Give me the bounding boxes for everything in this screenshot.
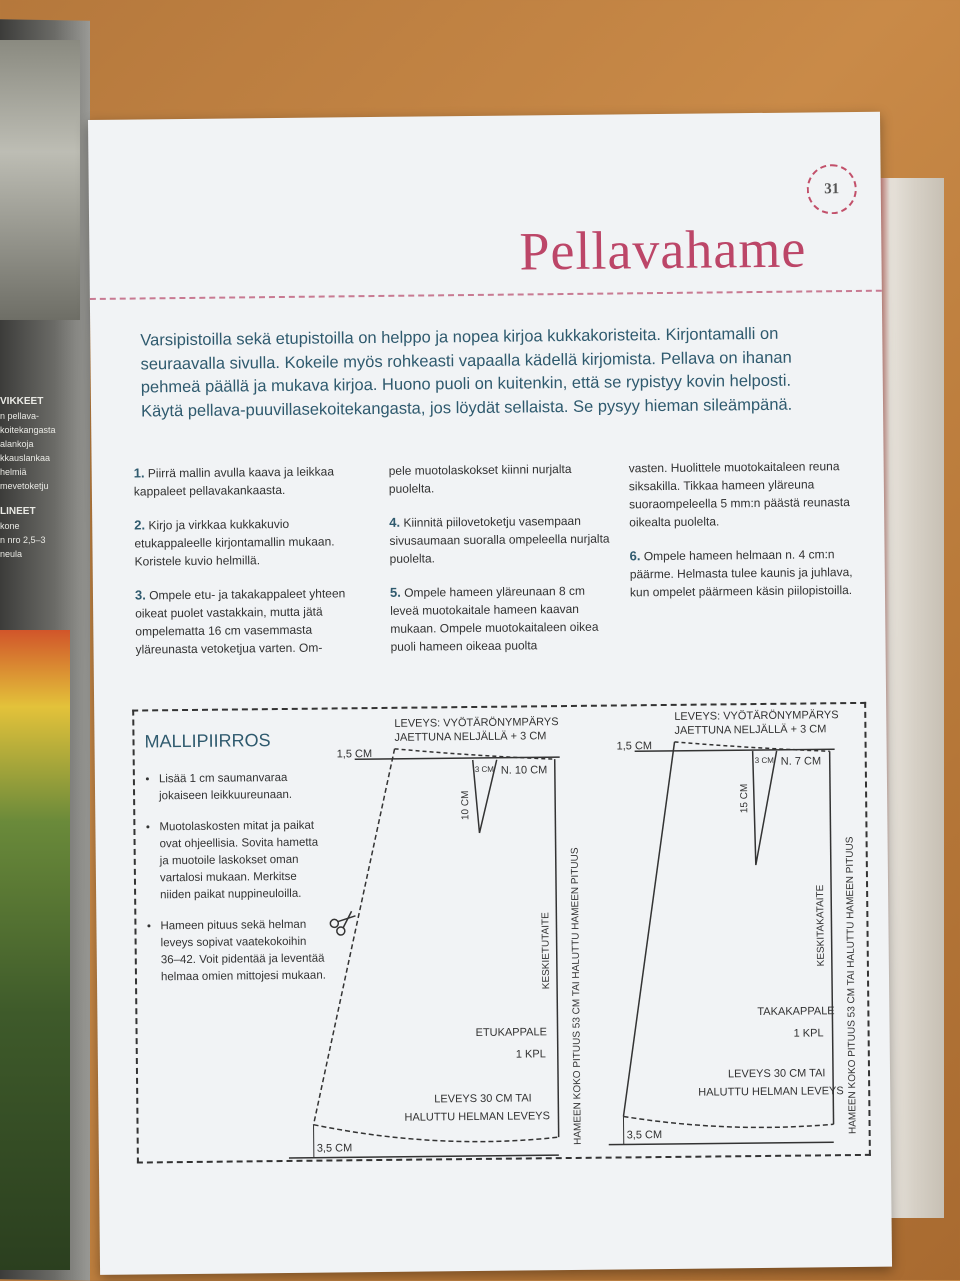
front-dart-position: N. 10 CM	[501, 764, 548, 776]
front-bottom-corner: 3,5 CM	[317, 1142, 353, 1154]
step	[630, 545, 856, 601]
front-hem-label-1: LEVEYS 30 CM TAI	[434, 1092, 532, 1105]
back-width-label-2: JAETTUNA NELJÄLLÄ + 3 CM	[674, 723, 826, 737]
left-line: mevetoketju	[0, 479, 70, 493]
front-piece-count: 1 KPL	[516, 1048, 546, 1060]
pattern-note: • Lisää 1 cm saumanvaraa jokaiseen leikkuureunaan.	[159, 770, 324, 806]
left-line: neula	[0, 547, 70, 561]
left-heading-1: VIKKEET	[0, 395, 70, 409]
step-text: Ompele hameen helmaan n. 4 cm:n päärme. Helmasta tulee kaunis ja juhlava, kun ompelet päärmeen käsin piilopistoilla.	[630, 547, 853, 599]
step	[629, 457, 855, 531]
step-text: Ompele etu- ja takakappaleet yhteen oikeat puolet vastakkain, mutta jätä ompelematta 16 cm vasemmasta yläreunasta vetoketjua varten. Om-	[135, 586, 345, 656]
step-number: 2.	[134, 517, 145, 532]
front-center-fold	[555, 759, 559, 1137]
pattern-note: • Muotolaskosten mitat ja paikat ovat ohjeellisia. Sovita hametta ja muotoile laskokset oman vartalosi mukaan. Merkitse niiden paikat nuppineuloilla.	[159, 818, 325, 905]
front-hem-baseline	[289, 1155, 559, 1158]
back-corner-label: 1,5 CM	[617, 740, 653, 752]
left-page-flower-photo	[0, 630, 70, 1270]
front-piece-name: ETUKAPPALE	[476, 1026, 547, 1039]
step-number: 4.	[389, 515, 400, 530]
back-width-label-1: LEVEYS: VYÖTÄRÖNYMPÄRYS	[674, 709, 838, 723]
instructions-column-2	[389, 460, 616, 672]
step-text: Kirjo ja virkkaa kukkakuvio etukappaleelle kirjontamallin mukaan. Koristele kuvio helmillä.	[134, 517, 334, 569]
step	[390, 582, 616, 656]
pattern-box	[132, 702, 871, 1164]
back-piece	[604, 709, 859, 1145]
back-length-label: HAMEEN KOKO PITUUS 53 CM TAI HALUTTU HAMEEN PITUUS	[845, 836, 859, 1134]
front-piece	[284, 716, 584, 1158]
back-bottom-corner: 3,5 CM	[627, 1129, 663, 1141]
pattern-note: • Hameen pituus sekä helman leveys sopivat vaatekokoihin 36–42. Voit pidentää ja leventää helmaa omien mittojesi mukaan.	[160, 917, 326, 987]
front-hem-label-2: HALUTTU HELMAN LEVEYS	[404, 1110, 550, 1124]
step	[135, 584, 361, 658]
left-line: n pellava-	[0, 409, 70, 423]
step-text: pele muotolaskokset kiinni nurjalta puolelta.	[389, 462, 572, 496]
back-hem-label-1: LEVEYS 30 CM TAI	[728, 1067, 826, 1080]
page-title: Pellavahame	[519, 217, 807, 282]
step	[389, 460, 614, 498]
pattern-diagram	[284, 704, 869, 1160]
back-center-label: KESKITAKATAITE	[815, 884, 827, 966]
back-dart-position: N. 7 CM	[781, 755, 821, 767]
intro-paragraph: Varsipistoilla sekä etupistoilla on helppo ja nopea kirjoa kukkakoristeita. Kirjontamalli on seuraavalla sivulla. Kokeile myös rohkeasti vapaalla kädellä kirjomista. Pellava on ihanan pehmeä päällä ja mukava kirjoa. Huono puoli on kuitenkin, että se rypistyy kovin helposti. Käytä pellava-puuvillasekoitekangasta, jos löydät sellaista. Se pysyy hieman sileämpänä.	[140, 322, 831, 423]
step-number: 3.	[135, 587, 146, 602]
step-text: vasten. Huolittele muotokaitaleen reuna siksakilla. Tikkaa hameen yläreuna suoraompeleella 5 mm:n päästä reunasta oikealta puolelta.	[629, 459, 850, 529]
back-hem-baseline	[609, 1142, 834, 1144]
back-dart-width: 3 CM	[755, 756, 775, 765]
front-side-seam	[310, 749, 399, 1125]
title-divider	[90, 290, 882, 300]
step	[389, 512, 615, 568]
step-text: Piirrä mallin avulla kaava ja leikkaa kappaleet pellavakankaasta.	[134, 464, 334, 498]
back-dart	[753, 751, 778, 865]
step-text: Kiinnitä piilovetoketju vasempaan sivusaumaan suoralla ompeleella nurjalta puolelta.	[389, 514, 609, 566]
back-waist-baseline	[635, 749, 835, 751]
front-dart-length: 10 CM	[460, 791, 471, 821]
back-hem-label-2: HALUTTU HELMAN LEVEYS	[698, 1085, 844, 1099]
instructions-column-3	[629, 457, 856, 617]
step-number: 1.	[134, 465, 145, 480]
back-piece-count: 1 KPL	[794, 1027, 824, 1039]
front-hem-curve	[314, 1122, 559, 1143]
left-line: koitekangasta	[0, 423, 70, 437]
left-line: alankoja	[0, 437, 70, 451]
left-heading-2: LINEET	[0, 505, 70, 519]
book-page	[88, 112, 892, 1275]
left-line: helmiä	[0, 465, 70, 479]
left-line: kone	[0, 519, 70, 533]
back-hem-curve	[623, 1114, 833, 1129]
front-width-label-1: LEVEYS: VYÖTÄRÖNYMPÄRYS	[394, 716, 558, 730]
instructions-column-1	[134, 462, 361, 674]
step	[134, 462, 359, 500]
front-width-label-2: JAETTUNA NELJÄLLÄ + 3 CM	[394, 730, 546, 744]
left-line: kkauslankaa	[0, 451, 70, 465]
step-number: 6.	[630, 548, 641, 563]
left-page-material-list	[0, 395, 70, 561]
front-corner-label: 1,5 CM	[337, 748, 373, 760]
back-dart-length: 15 CM	[739, 784, 750, 814]
step-number: 5.	[390, 585, 401, 600]
step-text: Ompele hameen yläreunaan 8 cm leveä muotokaitale hameen kaavan mukaan. Ompele muotokaitaleen oikea puoli hameen oikeaa puolta	[390, 584, 598, 654]
back-side-seam	[620, 742, 679, 1117]
back-piece-name: TAKAKAPPALE	[757, 1005, 834, 1018]
step	[134, 514, 360, 570]
front-dart-width: 3 CM	[475, 765, 495, 774]
left-page-photo	[0, 40, 80, 320]
pattern-title: MALLIPIIRROS	[144, 730, 270, 752]
front-length-label: HAMEEN KOKO PITUUS 53 CM TAI HALUTTU HAMEEN PITUUS	[570, 847, 584, 1145]
front-center-label: KESKIETUTAITE	[540, 912, 552, 989]
left-line: n nro 2,5–3	[0, 533, 70, 547]
back-center-fold	[830, 751, 834, 1124]
page-number: 31	[807, 164, 858, 215]
